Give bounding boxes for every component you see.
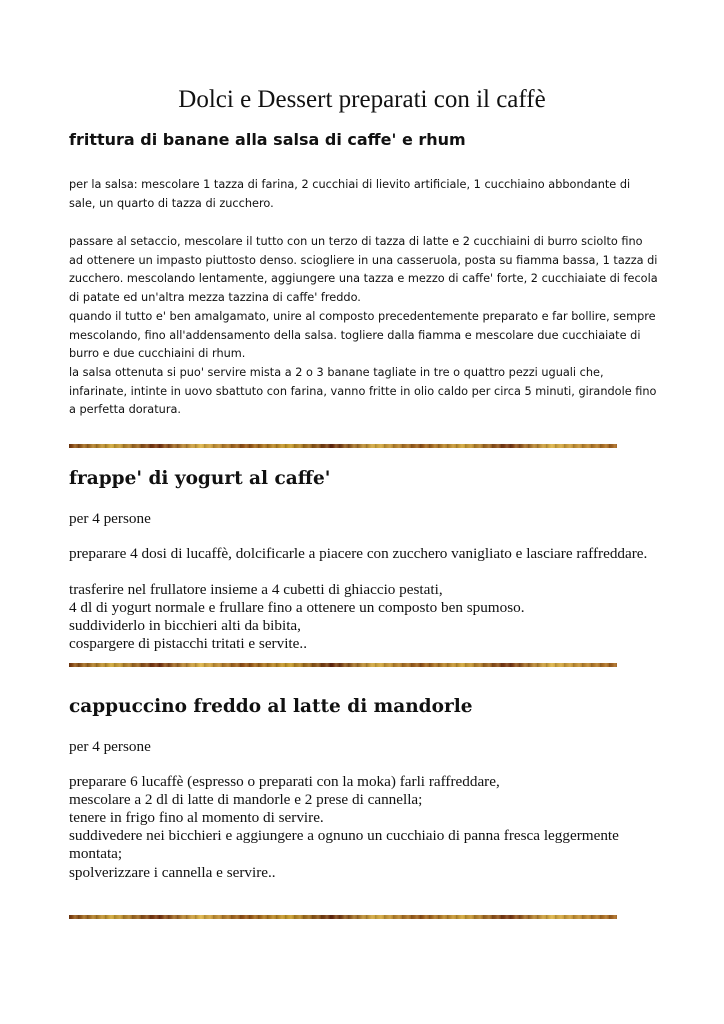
recipe-step: 4 dl di yogurt normale e frullare fino a ottenere un composto ben spumoso.	[69, 599, 525, 616]
recipe-step: trasferire nel frullatore insieme a 4 cubetti di ghiaccio pestati,	[69, 581, 443, 598]
recipe-step: spolverizzare i cannella e servire..	[69, 864, 276, 881]
recipe-step: mescolare a 2 dl di latte di mandorle e 2 prese di cannella;	[69, 791, 423, 808]
recipe-paragraph: quando il tutto e' ben amalgamato, unire al composto precedentemente preparato e far bollire, sempre mescolando, fino all'addensamento della salsa. togliere dalla fiamma e mescolare due cucchiaiate di burro e due cucchiaini di rhum.	[69, 310, 656, 361]
recipe-step: suddividerlo in bicchieri alti da bibita,	[69, 617, 301, 634]
recipe-step: preparare 6 lucaffè (espresso o preparati con la moka) farli raffreddare,	[69, 773, 500, 790]
recipe-step: tenere in frigo fino al momento di servire.	[69, 809, 324, 826]
section-divider	[69, 663, 617, 667]
recipe-step: preparare 4 dosi di lucaffè, dolcificarle a piacere con zucchero vanigliato e lasciare raffreddare.	[69, 545, 648, 562]
section-divider	[69, 915, 617, 919]
recipe-title-frappe: frappe' di yogurt al caffe'	[69, 468, 331, 489]
recipe-paragraph: passare al setaccio, mescolare il tutto con un terzo di tazza di latte e 2 cucchiaini di burro sciolto fino ad ottenere un impasto piuttosto denso. sciogliere in una casseruola, posta su fiamma bassa, 1 tazza di zucchero. mescolando lentamente, aggiungere una tazza e mezzo di caffe' forte, 2 cucchiaiate di fecola di patate ed un'altra mezza tazzina di caffe' freddo.	[69, 235, 658, 304]
recipe-step: cospargere di pistacchi tritati e servite..	[69, 635, 307, 652]
recipe-title-cappuccino: cappuccino freddo al latte di mandorle	[69, 696, 473, 717]
recipe-servings: per 4 persone	[69, 738, 151, 755]
recipe-servings: per 4 persone	[69, 510, 151, 527]
section-divider	[69, 444, 617, 448]
recipe-step: suddivedere nei bicchieri e aggiungere a ognuno un cucchiaio di panna fresca leggermente montata;	[69, 827, 619, 863]
document-title: Dolci e Dessert preparati con il caffè	[178, 86, 546, 113]
recipe-intro: per la salsa: mescolare 1 tazza di farina, 2 cucchiai di lievito artificiale, 1 cucchiaino abbondante di sale, un quarto di tazza di zucchero.	[69, 178, 631, 210]
recipe-paragraph: la salsa ottenuta si puo' servire mista a 2 o 3 banane tagliate in tre o quattro pezzi uguali che, infarinate, intinte in uovo sbattuto con farina, vanno fritte in olio caldo per circa 5 minuti, girandole fino a perfetta doratura.	[69, 366, 657, 417]
recipe-title-banana-fritters: frittura di banane alla salsa di caffe' e rhum	[69, 130, 466, 149]
